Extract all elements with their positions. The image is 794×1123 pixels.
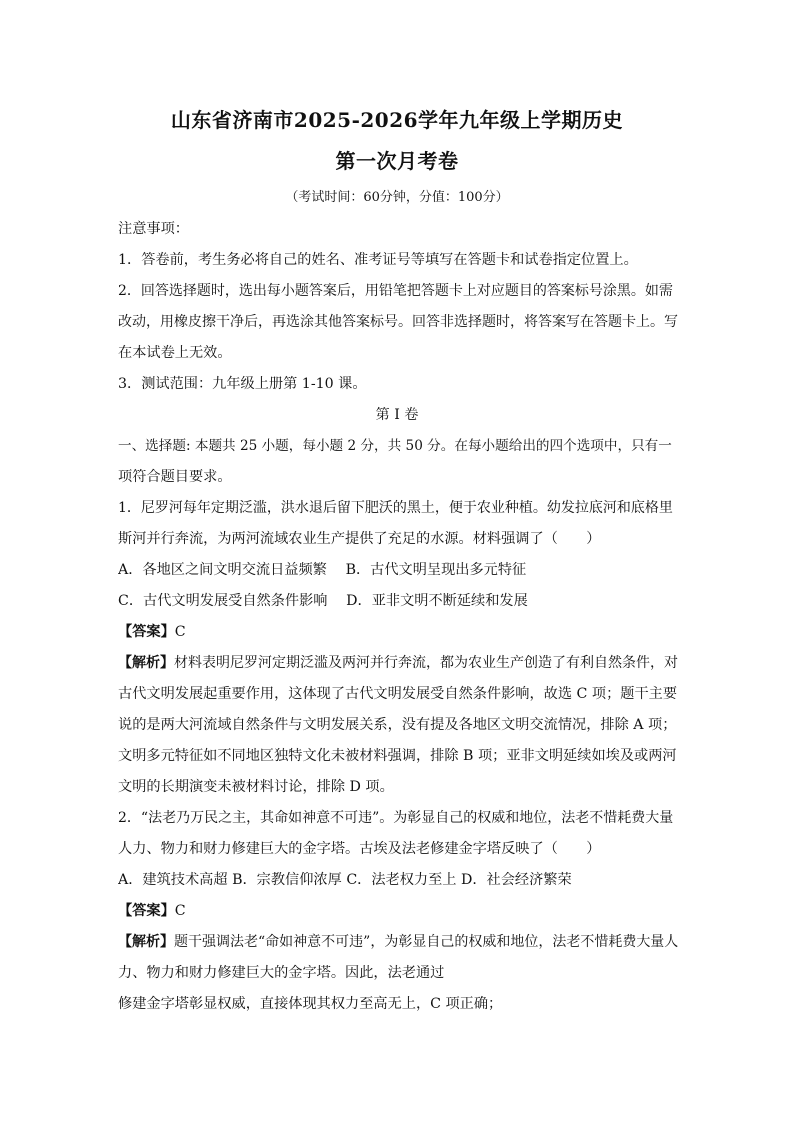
note-item-2-line3: 在本试卷上无效。 xyxy=(118,345,232,361)
q1-analysis-line4: 文明多元特征如不同地区独特文化未被材料强调，排除 B 项；亚非文明延续如埃及或两河 xyxy=(118,748,677,764)
q2-analysis-line2: 力、物力和财力修建巨大的金字塔。因此，法老通过 xyxy=(118,965,445,981)
notes-heading: 注意事项： xyxy=(118,221,189,237)
q1-stem-line1: 1．尼罗河每年定期泛滥，洪水退后留下肥沃的黑土，便于农业种植。幼发拉底河和底格里 xyxy=(118,500,673,516)
analysis-text: 题干强调法老“命如神意不可违”，为彰显自己的权威和地位，法老不惜耗费大量人 xyxy=(174,934,678,950)
q1-stem-line2: 斯河并行奔流，为两河流域农业生产提供了充足的水源。材料强调了（ ） xyxy=(118,531,601,547)
volume-heading: 第 I 卷 xyxy=(375,407,419,423)
q2-stem-line1: 2．“法老乃万民之主，其命如神意不可违”。为彰显自己的权威和地位，法老不惜耗费大量 xyxy=(118,810,674,826)
note-item-2-line2: 改动，用橡皮擦干净后，再选涂其他答案标号。回答非选择题时，将答案写在答题卡上。写 xyxy=(118,314,678,330)
analysis-text: 材料表明尼罗河定期泛滥及两河并行奔流，都为农业生产创造了有利自然条件，对 xyxy=(174,655,678,671)
q2-analysis-line3: 修建金字塔彰显权威，直接体现其权力至高无上，C 项正确； xyxy=(118,996,503,1012)
note-item-3: 3．测试范围：九年级上册第 1-10 课。 xyxy=(118,376,367,392)
answer-tag: 【答案】 xyxy=(118,903,175,919)
q2-options-line1: A．建筑技术高超 B．宗教信仰浓厚 C．法老权力至上 D．社会经济繁荣 xyxy=(118,872,572,888)
answer-value: C xyxy=(174,903,186,919)
q1-options-line2: C．古代文明发展受自然条件影响 D．亚非文明不断延续和发展 xyxy=(118,593,528,609)
exam-info: （考试时间：60分钟，分值：100分） xyxy=(285,190,509,205)
exam-title-line1: 山东省济南市2025-2026学年九年级上学期历史 xyxy=(170,108,624,132)
section-intro-line2: 项符合题目要求。 xyxy=(118,469,232,485)
q2-analysis-line1 xyxy=(118,932,678,952)
answer-tag: 【答案】 xyxy=(118,624,175,640)
answer-value: C xyxy=(174,624,186,640)
q2-stem-line2: 人力、物力和财力修建巨大的金字塔。古埃及法老修建金字塔反映了（ ） xyxy=(118,841,601,857)
analysis-tag: 【解析】 xyxy=(118,655,174,671)
exam-title-line2: 第一次月考卷 xyxy=(335,149,459,173)
q1-analysis-line2: 古代文明发展起重要作用，这体现了古代文明发展受自然条件影响，故选 C 项；题干主要 xyxy=(118,686,678,702)
q1-options-line1: A．各地区之间文明交流日益频繁 B．古代文明呈现出多元特征 xyxy=(118,562,527,578)
q1-analysis-line5: 文明的长期演变未被材料讨论，排除 D 项。 xyxy=(118,779,394,795)
q1-analysis-line3: 说的是两大河流域自然条件与文明发展关系，没有提及各地区文明交流情况，排除 A 项； xyxy=(118,717,677,733)
section-intro-line1: 一、选择题: 本题共 25 小题，每小题 2 分，共 50 分。在每小题给出的四个选项中，只有一 xyxy=(118,438,672,454)
note-item-2-line1: 2．回答选择题时，选出每小题答案后，用铅笔把答题卡上对应题目的答案标号涂黑。如需 xyxy=(118,283,673,299)
analysis-tag: 【解析】 xyxy=(118,934,174,950)
q1-analysis-line1 xyxy=(118,653,678,673)
q1-answer xyxy=(118,622,678,642)
q2-answer xyxy=(118,901,678,921)
note-item-1: 1．答卷前，考生务必将自己的姓名、准考证号等填写在答题卡和试卷指定位置上。 xyxy=(118,252,638,268)
